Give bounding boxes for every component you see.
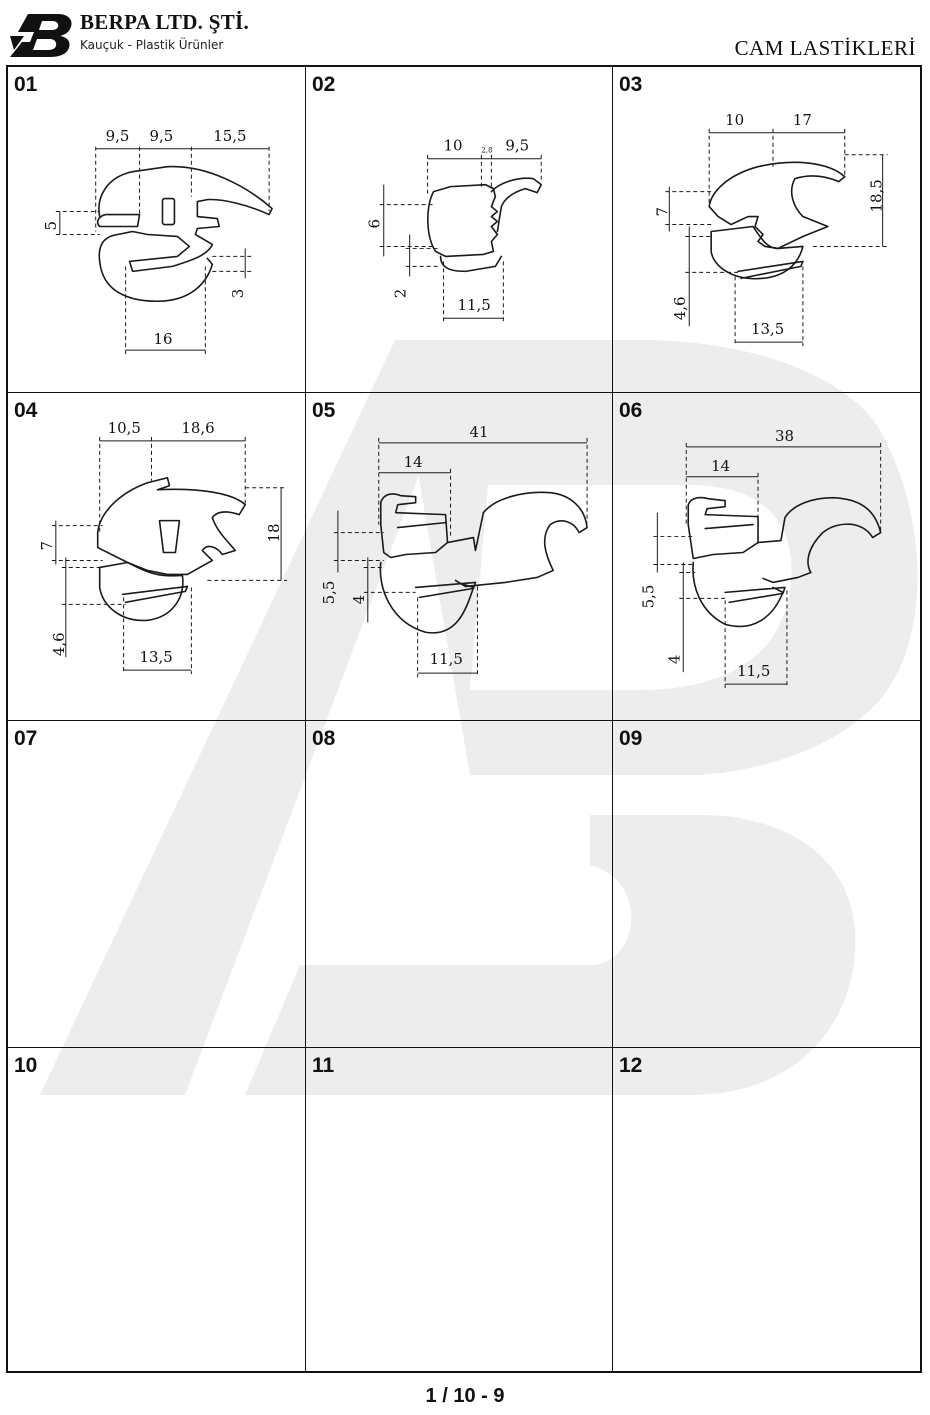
- dim-label: 2,8: [481, 146, 493, 155]
- company-subtitle: Kauçuk - Plastik Ürünler: [80, 38, 224, 52]
- dim-label: 10,5: [107, 418, 141, 437]
- profile-cell-08: [306, 721, 613, 1048]
- dim-label: 5,5: [319, 580, 338, 605]
- cell-number: 02: [312, 73, 336, 96]
- dim-label: 13,5: [139, 648, 173, 667]
- profile-drawing-04: [8, 393, 305, 720]
- profile-cell-03: [613, 67, 922, 393]
- dim-label: 9,5: [105, 126, 130, 145]
- dim-label: 10: [725, 110, 745, 129]
- dim-label: 18,6: [181, 418, 215, 437]
- profile-cell-05: [306, 393, 613, 721]
- cell-number: 01: [14, 73, 38, 96]
- dim-label: 13,5: [751, 320, 785, 339]
- cell-number: 11: [312, 1054, 335, 1077]
- company-logo: [8, 12, 74, 58]
- document-title: CAM LASTİKLERİ: [734, 36, 916, 60]
- dim-label: 9,5: [149, 126, 174, 145]
- dim-label: 10: [443, 136, 463, 155]
- profile-drawing-05: [306, 393, 612, 720]
- dim-label: 18: [265, 523, 284, 543]
- cell-number: 03: [619, 73, 643, 96]
- cell-number: 04: [14, 399, 38, 422]
- dim-label: 7: [37, 541, 56, 551]
- cell-number: 08: [312, 727, 336, 750]
- cell-number: 12: [619, 1054, 643, 1077]
- cell-number: 05: [312, 399, 336, 422]
- dim-label: 14: [711, 456, 731, 475]
- profile-drawing-01: [8, 67, 305, 392]
- dim-label: 2: [391, 288, 410, 299]
- dim-label: 14: [403, 452, 423, 471]
- profile-cell-09: [613, 721, 922, 1048]
- profile-cell-02: [306, 67, 613, 393]
- page-header: [0, 0, 930, 66]
- dim-label: 4: [349, 594, 368, 605]
- cell-number: 10: [14, 1054, 38, 1077]
- dim-label: 11,5: [737, 662, 771, 681]
- dim-label: 4: [665, 654, 684, 665]
- dim-label: 6: [365, 218, 384, 229]
- profile-cell-11: [306, 1048, 613, 1373]
- dim-label: 17: [792, 110, 812, 129]
- profile-cell-06: [613, 393, 922, 721]
- cell-number: 06: [619, 399, 643, 422]
- dim-label: 4,6: [49, 632, 68, 657]
- dim-label: 41: [469, 422, 489, 441]
- profile-grid: [6, 65, 922, 1373]
- profile-drawing-06: [613, 393, 922, 720]
- profile-cell-12: [613, 1048, 922, 1373]
- profile-drawing-03: [613, 67, 922, 392]
- dim-label: 3: [229, 288, 248, 299]
- company-name: BERPA LTD. ŞTİ.: [80, 10, 250, 34]
- profile-cell-01: [8, 67, 306, 393]
- dim-label: 18,5: [867, 179, 886, 213]
- cell-number: 07: [14, 727, 38, 750]
- dim-label: 4,6: [671, 296, 690, 321]
- dim-label: 11,5: [457, 296, 491, 315]
- dim-label: 5,5: [639, 584, 658, 609]
- dim-label: 11,5: [429, 650, 463, 669]
- page-number: 1 / 10 - 9: [425, 1385, 505, 1407]
- dim-label: 5: [41, 220, 60, 231]
- profile-cell-07: [8, 721, 306, 1048]
- dim-label: 7: [653, 207, 672, 217]
- profile-cell-10: [8, 1048, 306, 1373]
- cell-number: 09: [619, 727, 643, 750]
- dim-label: 9,5: [505, 136, 530, 155]
- dim-label: 38: [774, 426, 794, 445]
- profile-drawing-02: [306, 67, 612, 392]
- dim-label: 15,5: [213, 126, 247, 145]
- dim-label: 16: [153, 330, 173, 349]
- profile-cell-04: [8, 393, 306, 721]
